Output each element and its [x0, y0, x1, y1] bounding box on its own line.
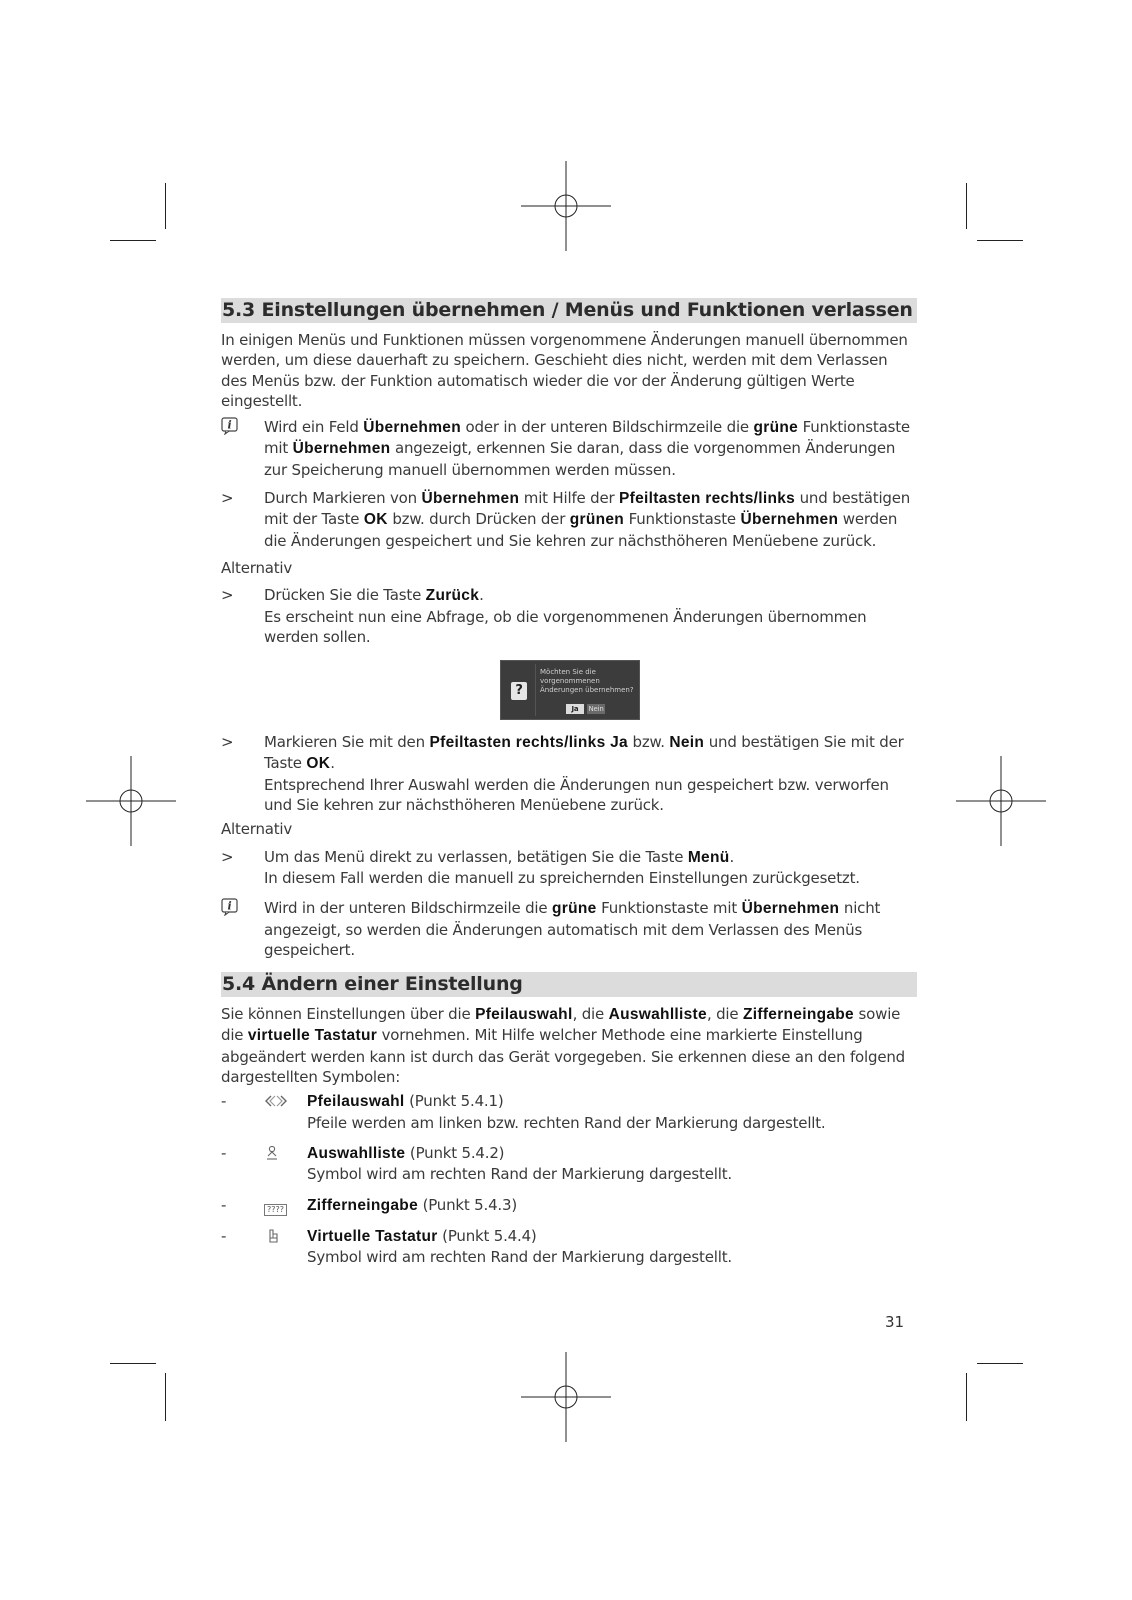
svg-text:i: i: [227, 418, 232, 432]
crop-mark: [110, 240, 156, 241]
crop-mark: [977, 1363, 1023, 1364]
crop-mark: [977, 240, 1023, 241]
method-name: Virtuelle Tastatur: [307, 1227, 438, 1245]
registration-mark-right: [956, 756, 1046, 846]
info-note: [221, 417, 917, 480]
step-text: Durch Markieren von Übernehmen mit Hilfe der Pfeiltasten rechts/links und bestätigen mit der Taste OK bzw. durch Drücken der grünen Funktionstaste Übernehmen werden die Änderungen gespeichert und Sie kehren zur nächsthöheren Menüebene zurück.: [264, 489, 911, 550]
crop-mark: [165, 1373, 166, 1421]
dialog-yes-button: Ja: [566, 704, 584, 714]
registration-mark-top: [521, 161, 611, 251]
dialog-no-button: Nein: [588, 705, 604, 714]
svg-text:i: i: [227, 899, 232, 913]
info-text: Wird ein Feld Übernehmen oder in der unteren Bildschirmzeile die grüne Funktionstaste mit Übernehmen angezeigt, erkennen Sie daran, dass die vorgenommen Änderungen zur Speicherung manuell übernommen werden müssen.: [264, 418, 910, 479]
method-name: Auswahlliste: [307, 1144, 406, 1162]
section-heading-5-3: 5.3 Einstellungen übernehmen / Menüs und Funktionen verlassen: [221, 298, 917, 323]
step-text: Markieren Sie mit den Pfeiltasten rechts/links Ja bzw. Nein und bestätigen Sie mit der Taste OK. Entsprechend Ihrer Auswahl werden die Änderungen nun gespeichert bzw. verworfen und Sie kehren zur nächsthöheren Menüebene zurück.: [264, 733, 904, 815]
page-content: [221, 298, 917, 1267]
keyboard-icon: [264, 1228, 288, 1244]
info-note: [221, 898, 917, 960]
list-item: - Pfeilauswahl (Punkt 5.4.1) Pfeile werden am linken bzw. rechten Rand der Markierung dargestellt.: [221, 1092, 826, 1132]
registration-mark-left: [86, 756, 176, 846]
step-marker: >: [221, 586, 234, 605]
method-desc: Symbol wird am rechten Rand der Markierung dargestellt.: [307, 1165, 732, 1184]
info-icon: [221, 417, 239, 435]
list-item: - Auswahlliste (Punkt 5.4.2) Symbol wird am rechten Rand der Markierung dargestellt.: [221, 1143, 732, 1184]
info-icon: [221, 898, 239, 916]
method-name: Pfeilauswahl: [307, 1093, 405, 1111]
method-desc: Pfeile werden am linken bzw. rechten Rand der Markierung dargestellt.: [307, 1113, 826, 1132]
dialog-message: Möchten Sie die vorgenommenen Änderungen übernehmen?: [540, 668, 634, 695]
step-marker: >: [221, 489, 234, 508]
arrows-icon: [264, 1094, 288, 1108]
page-number: 31: [885, 1313, 905, 1331]
crop-mark: [966, 183, 967, 229]
list-item: - Virtuelle Tastatur (Punkt 5.4.4) Symbol wird am rechten Rand der Markierung dargestellt.: [221, 1226, 732, 1267]
confirm-dialog-screenshot: [500, 660, 640, 720]
section-heading-5-4: 5.4 Ändern einer Einstellung: [221, 972, 917, 997]
intro-paragraph: In einigen Menüs und Funktionen müssen vorgenommene Änderungen manuell übernommen werden, um diese dauerhaft zu speichern. Geschieht dies nicht, werden mit dem Verlassen des Menüs bzw. der Funktion automatisch wieder die vor der Änderung gültigen Werte eingestellt.: [221, 331, 908, 410]
registration-mark-bottom: [521, 1352, 611, 1442]
step-marker: >: [221, 733, 234, 752]
list-item: - ???? Zifferneingabe (Punkt 5.4.3): [221, 1195, 517, 1214]
crop-mark: [966, 1373, 967, 1421]
step-item: [221, 585, 917, 647]
question-icon: ?: [511, 682, 527, 700]
step-item: [221, 847, 917, 889]
alternativ-label: Alternativ: [221, 820, 293, 839]
intro-paragraph: Sie können Einstellungen über die Pfeilauswahl, die Auswahlliste, die Zifferneingabe sowie die virtuelle Tastatur vornehmen. Mit Hilfe welcher Methode eine markierte Einstellung abgeändert werden kann ist durch das Gerät vorgegeben. Sie erkennen diese an den folgend dargestellten Symbolen:: [221, 1005, 905, 1087]
method-name: Zifferneingabe: [307, 1196, 418, 1214]
info-text: Wird in der unteren Bildschirmzeile die grüne Funktionstaste mit Übernehmen nicht angezeigt, so werden die Änderungen automatisch mit dem Verlassen des Menüs gespeichert.: [264, 899, 881, 959]
step-marker: >: [221, 847, 234, 866]
list-icon: [264, 1145, 288, 1161]
alternativ-label: Alternativ: [221, 558, 293, 577]
digits-icon: ????: [264, 1204, 287, 1216]
crop-mark: [165, 183, 166, 229]
crop-mark: [110, 1363, 156, 1364]
step-item: [221, 488, 917, 551]
step-text: Um das Menü direkt zu verlassen, betätigen Sie die Taste Menü. In diesem Fall werden die manuell zu spreichernden Einstellungen zurückgesetzt.: [264, 847, 860, 887]
step-text: Drücken Sie die Taste Zurück. Es erscheint nun eine Abfrage, ob die vorgenommenen Änderungen übernommen werden sollen.: [264, 586, 867, 646]
method-desc: Symbol wird am rechten Rand der Markierung dargestellt.: [307, 1248, 732, 1267]
step-item: [221, 732, 917, 815]
